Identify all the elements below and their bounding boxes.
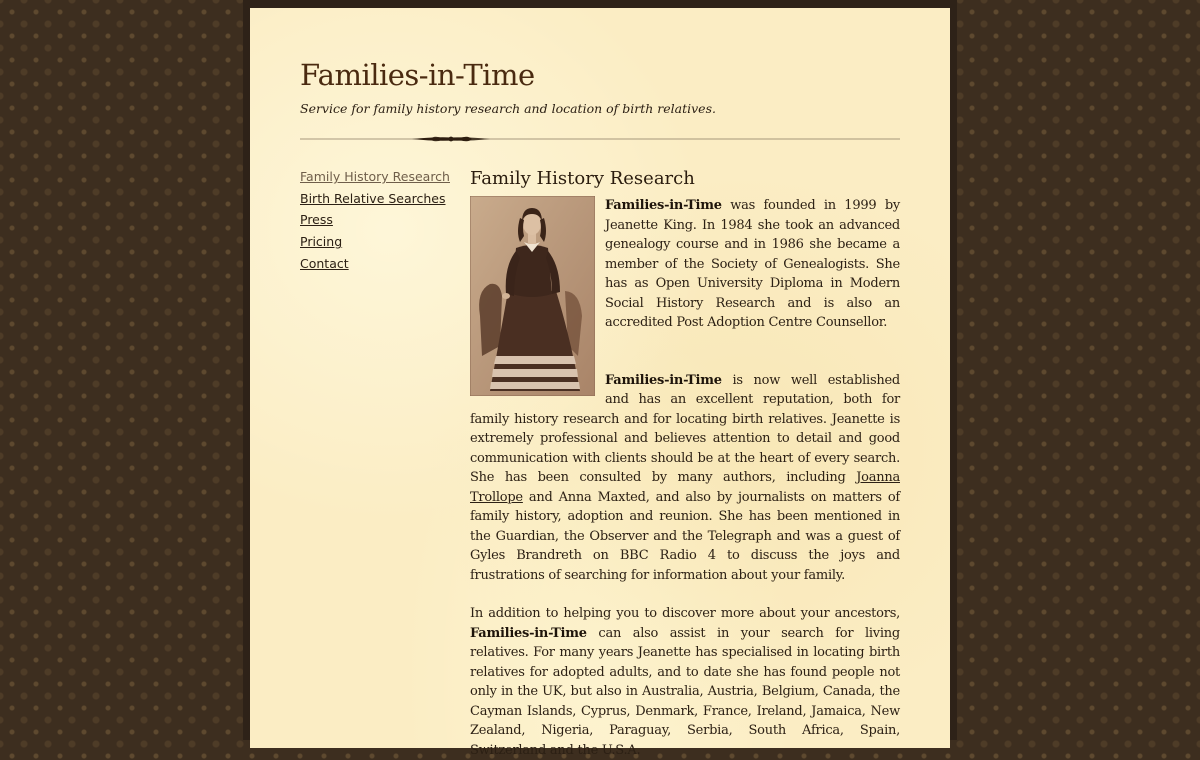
sidebar-item-birth-relative-searches bbox=[300, 188, 460, 210]
page-container bbox=[250, 8, 950, 758]
page-heading: Family History Research bbox=[470, 168, 695, 189]
joanna-trollope-link[interactable]: Joanna Trollope bbox=[470, 470, 900, 505]
reputation-text-start: is now well established and has an excellent reputation, both for family history research and for locating birth relatives. Jeanette is extremely professional and believes attention to detail and good communication with clients should be at the heart of every search. She has been consulted by many authors, including bbox=[470, 372, 900, 485]
sidebar-item-press bbox=[300, 209, 460, 231]
nav-link-pricing[interactable]: Pricing bbox=[300, 234, 343, 250]
nav-link-family-history-research[interactable]: Family History Research bbox=[300, 169, 450, 184]
reputation-paragraph bbox=[470, 371, 900, 586]
main-content bbox=[470, 168, 900, 760]
nav-link-press[interactable]: Press bbox=[300, 212, 333, 228]
brand-name: Families-in-Time bbox=[605, 372, 722, 388]
victorian-portrait-photo bbox=[470, 196, 595, 396]
site-tagline: Service for family history research and location of birth relatives. bbox=[300, 101, 716, 116]
sidebar-item-pricing bbox=[300, 231, 460, 253]
site-title[interactable]: Families-in-Time bbox=[300, 58, 535, 92]
services-text-start: In addition to helping you to discover more about your ancestors, bbox=[470, 606, 900, 621]
sidebar-item-contact bbox=[300, 253, 460, 275]
intro-text: was founded in 1999 by Jeanette King. In 1984 she took an advanced genealogy course and in 1986 she became a member of the Society of Genealogists. She has as Open University Diploma in Modern Social History Research and is also an accredited Post Adoption Centre Counsellor. bbox=[605, 198, 900, 330]
brand-name: Families-in-Time bbox=[605, 198, 722, 213]
ornamental-divider bbox=[300, 133, 900, 145]
services-paragraph bbox=[470, 604, 900, 760]
sidebar-item-family-history-research bbox=[300, 166, 460, 188]
sidebar-nav bbox=[300, 166, 460, 274]
nav-link-birth-relative-searches[interactable]: Birth Relative Searches bbox=[300, 190, 446, 206]
nav-link-contact[interactable]: Contact bbox=[300, 255, 349, 271]
reputation-text-end: and Anna Maxted, and also by journalists on matters of family history, adoption and reunion. She has been mentioned in the Guardian, the Observer and the Telegraph and was a guest of Gyles Brandreth on BBC Radio 4 to discuss the joys and frustrations of searching for information about your family. bbox=[470, 489, 900, 583]
services-text-end: can also assist in your search for living relatives. For many years Jeanette has specialised in locating birth relatives for adopted adults, and to date she has found people not only in the UK, but also in Australia, Austria, Belgium, Canada, the Cayman Islands, Cyprus, Denmark, France, Ireland, Jamaica, New Zealand, Nigeria, Paraguay, Serbia, South Africa, Spain, Switzerland and the U.S.A. bbox=[470, 625, 900, 758]
brand-name: Families-in-Time bbox=[470, 625, 587, 641]
